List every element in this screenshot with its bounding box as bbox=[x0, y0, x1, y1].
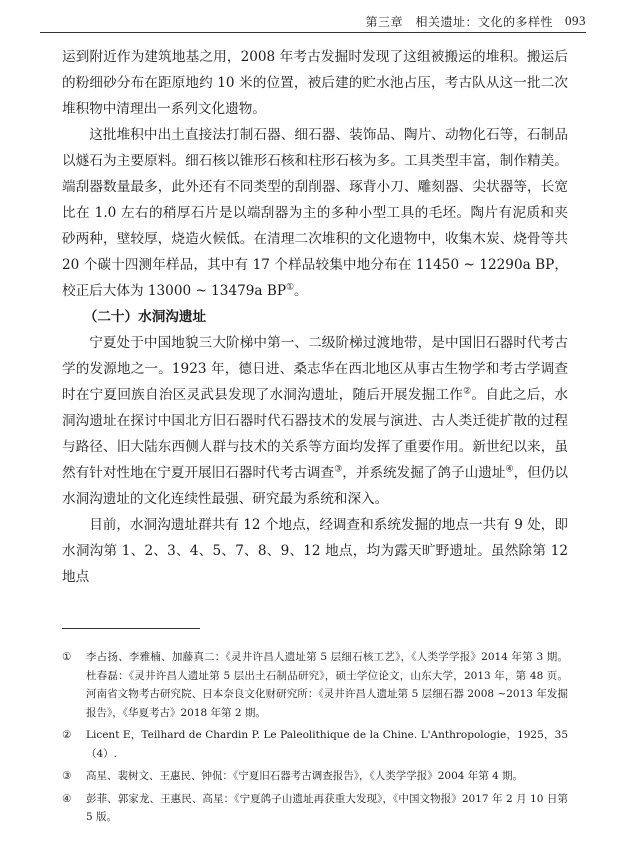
footnote bbox=[62, 790, 568, 827]
chapter-title: 第三章 相关遗址：文化的多样性 bbox=[365, 14, 553, 29]
paragraph-3-part-a: 宁夏处于中国地貌三大阶梯中第一、二级阶梯过渡地带，是中国旧石器时代考古学的发源地之一。1923 年，德日进、桑志华在西北地区从事古生物学和考古学调查时在宁夏回族自治区灵武县发现了水洞沟遗址，随后开展发掘工作 bbox=[62, 335, 568, 403]
paragraph-2-end: 。 bbox=[294, 283, 308, 299]
footnote-mark: ② bbox=[62, 729, 72, 741]
footnote-text: Licent E，Teilhard de Chardin P. Le Paleolithique de la Chine. L'Anthropologie，1925，35（4）. bbox=[86, 729, 568, 760]
footnote-mark: ④ bbox=[62, 792, 72, 805]
footnote-ref-3[interactable]: ③ bbox=[334, 464, 343, 475]
footnote-ref-4[interactable]: ④ bbox=[505, 464, 514, 475]
footnote bbox=[62, 726, 568, 763]
footnote-ref-1[interactable]: ① bbox=[285, 282, 295, 293]
paragraph-2-text: 这批堆积中出土直接法打制石器、细石器、装饰品、陶片、动物化石等，石制品以燧石为主要原料。细石核以锥形石核和柱形石核为多。工具类型丰富，制作精美。端刮器数量最多，此外还有不同类型的刮削器、琢背小刀、雕刻器、尖状器等，长宽比在 1.0 左右的稍厚石片是以端刮器为主的多种小型工具的毛坯。陶片有泥质和夹砂两种，壁较厚，烧造火候低。在清理二次堆积的文化遗物中，收集木炭、烧骨等共 20 个碳十四测年样品，其中有 17 个样品较集中地分布在 11450 ~ 12290a BP，校正后大体为 13000 ~ 13479a BP bbox=[62, 127, 568, 299]
paragraph-3-part-d: ，但仍以水洞沟遗址的文化连续性最强、研究最为系统和深入。 bbox=[62, 465, 569, 507]
paragraph-3-part-b: 。自此之后，水洞沟遗址在探讨中国北方旧石器时代石器技术的发展与演进、古人类迁徙扩散的过程与路径、旧大陆东西侧人群与技术的关系等方面均发挥了重要作用。新世纪以来，虽然有针对性地在宁夏开展旧石器时代考古调查 bbox=[62, 387, 569, 481]
footnote-mark: ① bbox=[62, 651, 72, 663]
paragraph-4: 目前，水洞沟遗址群共有 12 个地点，经调查和系统发掘的地点一共有 9 处，即水洞沟第 1、2、3、4、5、7、8、9、12 地点，均为露天旷野遗址。虽然除第 12 地点 bbox=[62, 517, 568, 585]
page-number: 093 bbox=[565, 13, 586, 28]
footnote-text: 高星、裴树文、王惠民、钟侃：《宁夏旧石器考古调查报告》，《人类学学报》2004 年第 4 期。 bbox=[86, 770, 524, 782]
footnotes bbox=[62, 648, 568, 827]
footnote-text: 李占扬、李雅楠、加藤真二：《灵井许昌人遗址第 5 层细石核工艺》，《人类学学报》2014 年第 3 期。杜春磊：《灵井许昌人遗址第 5 层出土石制品研究》，硕士学位论文，山东大学，2013 年，第 48 页。河南省文物考古研究院、日本奈良文化财研究所：《灵井许昌人遗址第 5 层细石器 2008 ~2013 年发掘报告》，《华夏考古》2018 年第 2 期。 bbox=[86, 651, 568, 719]
footnote bbox=[62, 767, 568, 786]
footnote-ref-2[interactable]: ② bbox=[463, 386, 472, 397]
paragraph-3 bbox=[62, 330, 568, 512]
footnote-text: 彭菲、郭家龙、王惠民、高星：《宁夏鸽子山遗址再获重大发现》，《中国文物报》2017 年 2 月 10 日第 5 版。 bbox=[86, 792, 568, 823]
paragraph-1: 运到附近作为建筑地基之用，2008 年考古发掘时发现了这组被搬运的堆积。搬运后的粉细砂分布在距原地约 10 米的位置，被后建的贮水池占压，考古队从这一批二次堆积物中清理出一系列文化遗物。 bbox=[62, 49, 568, 117]
section-heading: （二十）水洞沟遗址 bbox=[83, 309, 207, 325]
paragraph-2 bbox=[62, 122, 568, 304]
footnote-divider bbox=[62, 628, 200, 629]
paragraph-3-part-c: ，并系统发掘了鸽子山遗址 bbox=[342, 465, 506, 481]
footnote bbox=[62, 648, 568, 722]
footnote-mark: ③ bbox=[62, 770, 72, 782]
running-header bbox=[40, 10, 586, 33]
main-text bbox=[62, 44, 568, 590]
